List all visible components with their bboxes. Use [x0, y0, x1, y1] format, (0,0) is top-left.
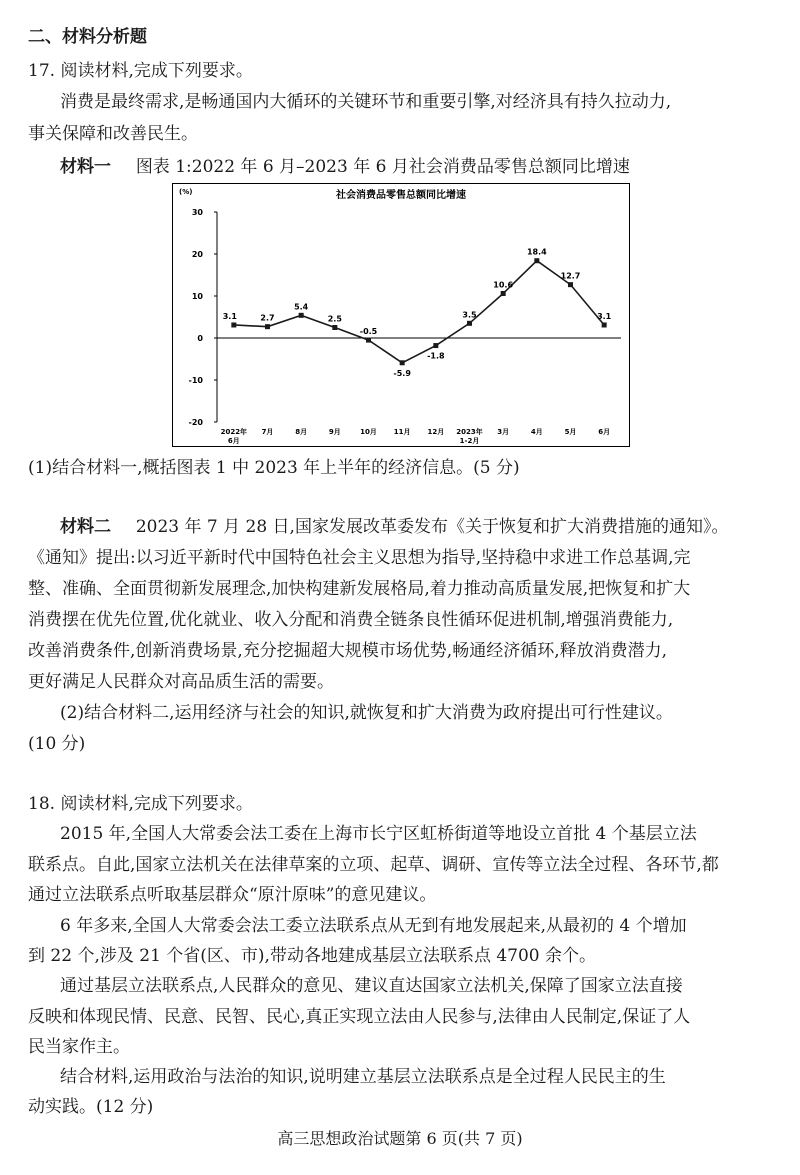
q18-line: 反映和体现民情、民意、民智、民心,真正实现立法由人民参与,法律由人民制定,保证了人: [28, 1007, 691, 1027]
chart-x-tick-label: 7月: [261, 428, 274, 436]
material2-label: 材料二: [60, 517, 111, 537]
material2-first-row: [60, 514, 800, 540]
chart-y-tick-label: 10: [191, 292, 203, 301]
chart-y-tick-label: -10: [188, 376, 203, 385]
chart-x-tick-label: 5月: [564, 428, 577, 436]
chart-y-tick-label: 20: [191, 250, 203, 259]
chart-x-tick-label: 6月: [598, 428, 611, 436]
chart-x-tick-label: 4月: [530, 428, 543, 436]
chart-data-point: [231, 322, 236, 327]
chart-data-label: 5.4: [294, 302, 309, 312]
chart-x-tick-label: 10月: [360, 428, 377, 436]
chart-data-label: -1.8: [427, 351, 445, 361]
chart-data-point: [534, 258, 539, 263]
q18-line: 2015 年,全国人大常委会法工委在上海市长宁区虹桥街道等地设立首批 4 个基层立法: [60, 824, 697, 844]
chart-x-tick-label: 6月: [227, 437, 240, 445]
q18-line: 6 年多来,全国人大常委会法工委立法联系点从无到有地发展起来,从最初的 4 个增加: [60, 916, 687, 936]
chart-data-label: 10.6: [493, 280, 514, 290]
chart-x-tick-label: 8月: [295, 428, 308, 436]
chart-data-label: 2.7: [260, 313, 275, 323]
q17-sub2-line-2: (10 分): [28, 734, 86, 754]
q18-line: 通过基层立法联系点,人民群众的意见、建议直达国家立法机关,保障了国家立法直接: [60, 976, 683, 996]
material2-line: 消费摆在优先位置,优化就业、收入分配和消费全链条良性循环促进机制,增强消费能力,: [28, 610, 674, 630]
chart-data-point: [400, 360, 405, 365]
chart-svg: [173, 184, 629, 446]
material1-caption-row: [60, 154, 800, 180]
chart-data-point: [501, 291, 506, 296]
chart-y-unit: (%): [179, 188, 193, 196]
chart-data-label: 3.1: [222, 311, 237, 321]
q18-title: 18. 阅读材料,完成下列要求。: [28, 794, 253, 814]
q17-title: 17. 阅读材料,完成下列要求。: [28, 61, 253, 81]
material2-line: 2023 年 7 月 28 日,国家发展改革委发布《关于恢复和扩大消费措施的通知》。: [135, 517, 729, 537]
q18-line: 民当家作主。: [28, 1037, 130, 1057]
q18-line: 联系点。自此,国家立法机关在法律草案的立项、起草、调研、宣传等立法全过程、各环节,都: [28, 855, 719, 875]
q18-line: 通过立法联系点听取基层群众“原汁原味”的意见建议。: [28, 885, 437, 905]
material2-line: 整、准确、全面贯彻新发展理念,加快构建新发展格局,着力推动高质量发展,把恢复和扩大: [28, 579, 691, 599]
chart-data-point: [265, 324, 270, 329]
q17-sub2-line-1: (2)结合材料二,运用经济与社会的知识,就恢复和扩大消费为政府提出可行性建议。: [60, 703, 673, 723]
chart-data-point: [433, 343, 438, 348]
chart-data-label: 12.7: [560, 271, 581, 281]
material2-line: 《通知》提出:以习近平新时代中国特色社会主义思想为指导,坚持稳中求进工作总基调,完: [28, 548, 691, 568]
chart-title: 社会消费品零售总额同比增速: [336, 190, 466, 201]
material1-caption: 图表 1:2022 年 6 月–2023 年 6 月社会消费品零售总额同比增速: [135, 157, 630, 177]
chart-data-point: [568, 282, 573, 287]
chart-x-tick-label: 1-2月: [459, 437, 480, 445]
chart-y-tick-label: 0: [197, 334, 203, 343]
chart-x-tick-label: 2022年: [220, 428, 248, 436]
chart-x-tick-label: 3月: [497, 428, 510, 436]
chart-data-point: [602, 322, 607, 327]
q17-sub1: (1)结合材料一,概括图表 1 中 2023 年上半年的经济信息。(5 分): [28, 458, 520, 478]
q18-line: 结合材料,运用政治与法治的知识,说明建立基层立法联系点是全过程人民民主的生: [60, 1067, 666, 1087]
consumption-growth-chart: [172, 183, 630, 447]
material1-label: 材料一: [60, 157, 111, 177]
chart-y-tick-label: -20: [188, 418, 203, 427]
q17-intro-line-1: 消费是最终需求,是畅通国内大循环的关键环节和重要引擎,对经济具有持久拉动力,: [60, 92, 672, 112]
q18-line: 到 22 个,涉及 21 个省(区、市),带动各地建成基层立法联系点 4700 余个。: [28, 946, 597, 966]
material2-line: 改善消费条件,创新消费场景,充分挖掘超大规模市场优势,畅通经济循环,释放消费潜力,: [28, 641, 668, 661]
section-title: 二、材料分析题: [28, 27, 147, 47]
chart-data-point: [467, 321, 472, 326]
chart-data-label: -5.9: [393, 368, 411, 378]
chart-data-point: [366, 338, 371, 343]
chart-x-tick-label: 12月: [427, 428, 445, 436]
q17-intro-line-2: 事关保障和改善民生。: [28, 124, 198, 144]
chart-series-line: [234, 261, 604, 363]
chart-x-tick-label: 11月: [393, 428, 411, 436]
chart-x-tick-label: 2023年: [456, 428, 483, 436]
chart-x-tick-label: 9月: [328, 428, 341, 436]
q18-line: 动实践。(12 分): [28, 1097, 154, 1117]
chart-data-label: 18.4: [526, 247, 547, 257]
chart-data-label: 2.5: [327, 314, 342, 324]
chart-data-label: 3.1: [597, 311, 612, 321]
chart-data-label: -0.5: [359, 327, 378, 337]
page-footer: 高三思想政治试题第 6 页(共 7 页): [277, 1129, 523, 1148]
chart-data-point: [299, 313, 304, 318]
chart-data-point: [332, 325, 337, 330]
material2-line: 更好满足人民群众对高品质生活的需要。: [28, 672, 334, 692]
chart-data-label: 3.5: [462, 310, 477, 320]
chart-y-tick-label: 30: [191, 208, 203, 217]
